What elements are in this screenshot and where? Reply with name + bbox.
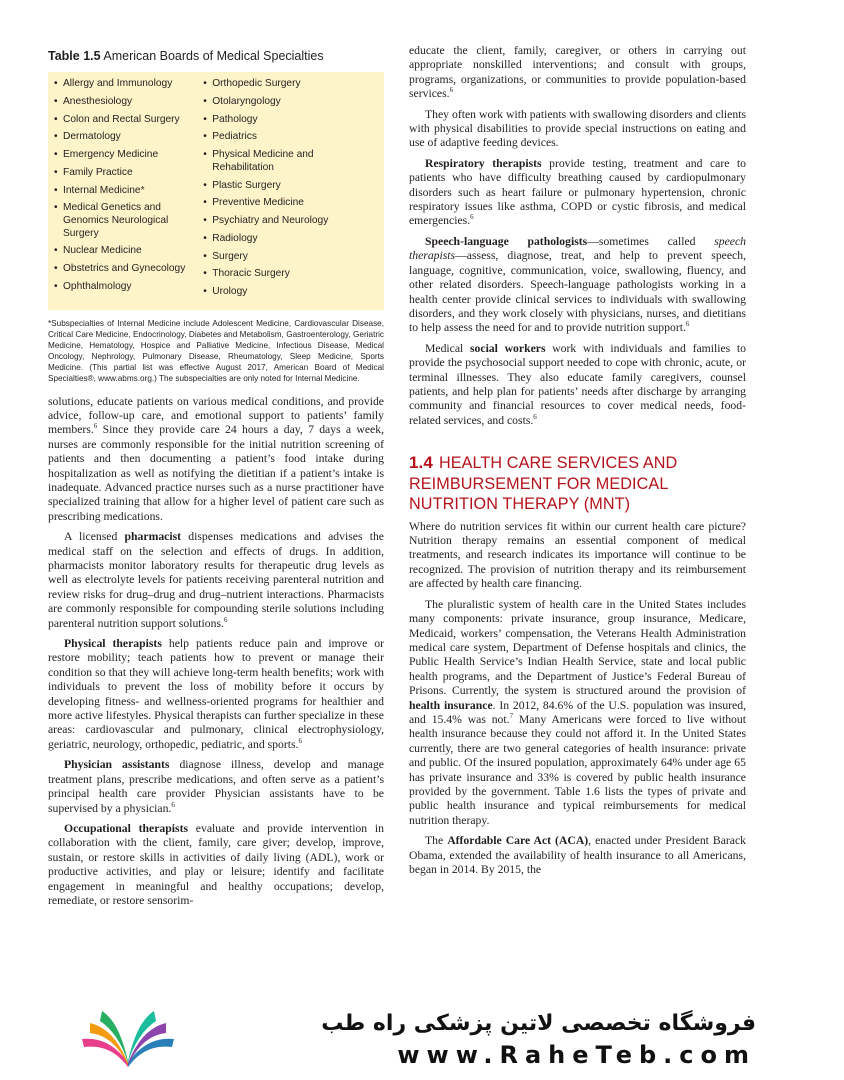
table-label: Table 1.5 [48, 49, 101, 63]
rt-term: Respiratory therapists [425, 156, 542, 170]
page-fade [0, 930, 844, 985]
specialty-item: • Psychiatry and Neurology [203, 215, 378, 228]
plural-text: The pluralistic system of health care in the United States includes many components: private insurance, group insurance, Medicare, Medicaid, workers’ compensation, the Veterans Health Administration medical care system, Department of Defense hospitals and clinics, the Public Health Service’s Indian Health Service, state and local public health programs, and the Department of Justice’s Federal Bureau of Prisons. Currently, the system is structured around the provision of [409, 597, 746, 698]
book-logo-icon [78, 1005, 178, 1071]
store-url: www.RaheTeb.com [397, 1041, 756, 1069]
speech-language-paragraph [409, 235, 746, 336]
nurses-text: solutions, educate patients on various medical conditions, and provide advice, follow-up care, and emotional support to patients’ family members. [48, 394, 384, 437]
ot-cont-text: educate the client, family, caregiver, or others in carrying out appropriate nonskilled interventions; and consult with groups, programs, organizations, or communities to provide population-based services. [409, 44, 746, 101]
specialty-item: • Nuclear Medicine [54, 245, 203, 258]
specialty-item: • Family Practice [54, 167, 203, 180]
section-title: HEALTH CARE SERVICES AND REIMBURSEMENT FOR MEDICAL NUTRITION THERAPY (MNT) [409, 454, 678, 514]
ot-term: Occupational therapists [64, 821, 189, 835]
specialty-item: • Allergy and Immunology [54, 78, 203, 91]
slp-text: —assess, diagnose, treat, and help to prevent speech, language, cognitive, communication, voice, swallowing, fluency, and other related disorders. Speech-language pathologists working in a health center provide clinical services to individuals with swallowing disorders, and they work closely with physicians, nurses, and dietitians to help assess the need for and to provide nutrition support. [409, 249, 746, 335]
sw-text: work with individuals and families to provide the psychosocial support needed to cope with chronic, acute, or terminal illnesses. They also educate family caregivers, counsel patients, and help plan for patients’ needs after discharge by arranging community and financial resources to cover medical needs, food-related services, and costs. [409, 341, 747, 427]
aca-term: Affordable Care Act (ACA) [447, 834, 589, 848]
pa-term: Physician assistants [64, 758, 170, 772]
sw-pre: Medical [425, 341, 470, 355]
health-insurance-term: health insurance [409, 698, 493, 712]
rt-text: provide testing, treatment and care to patients who have difficulty breathing caused by cardiopulmonary disorders such as heart failure or pulmonary hypertension, chronic respiratory issues like asthma, COPD or cystic fibrosis, and medical emergencies. [409, 156, 746, 228]
slp-term: Speech-language pathologists [425, 234, 588, 248]
pt-term: Physical therapists [64, 637, 162, 651]
specialty-item: • Dermatology [54, 131, 203, 144]
store-banner [0, 995, 844, 1080]
citation: 6 [470, 213, 474, 222]
pharmacist-term: pharmacist [124, 530, 182, 544]
citation: 6 [533, 412, 537, 421]
store-name: فروشگاه تخصصی لاتین پزشکی راه طب [321, 1011, 756, 1036]
section-heading [409, 453, 746, 515]
ot-continued-paragraph [409, 44, 746, 102]
pharmacist-paragraph [48, 530, 384, 631]
specialty-item: • Ophthalmology [54, 281, 203, 294]
social-workers-paragraph [409, 342, 746, 428]
specialties-table [48, 72, 384, 310]
specialty-item: • Plastic Surgery [203, 180, 378, 193]
specialty-item: • Preventive Medicine [203, 197, 378, 210]
specialty-item: • Physical Medicine and Rehabilitation [203, 149, 378, 174]
specialty-item: • Colon and Rectal Surgery [54, 114, 203, 127]
left-column [48, 44, 384, 908]
respiratory-paragraph [409, 157, 746, 229]
citation: 6 [449, 86, 454, 95]
table-footnote: *Subspecialties of Internal Medicine include Adolescent Medicine, Cardiovascular Disease, Critical Care Medicine, Endocrinology, Diabetes and Metabolism, Gastroenterology, Geriatric Medicine, Hematology, Hospice and Palliative Medicine, Infectious Disease, Medical Oncology, Nephrology, Pulmonary Disease, Rheumatology, Sleep Medicine, Sports Medicine. (This partial list was effective August 2017, American Board of Medical Specialties®, www.abms.org.) The subspecialties are only noted for Internal Medicine. [48, 318, 384, 384]
specialty-item: • Thoracic Surgery [203, 268, 378, 281]
specialty-item: • Urology [203, 286, 378, 299]
specialty-item: • Pathology [203, 114, 378, 127]
pharmacist-text: dispenses medications and advises the medical staff on the selection and effects of drugs. In addition, pharmacists monitor laboratory results for therapeutic drug levels as well as electrolyte levels for patients receiving parenteral nutrition and review risks for drug–drug and drug–nutrient interactions. Pharmacists are commonly responsible for compounding sterile solutions including parenteral nutrition support solutions. [48, 530, 384, 630]
citation: 6 [171, 800, 175, 809]
citation: 6 [93, 422, 98, 431]
physician-assistants-paragraph [48, 758, 384, 816]
specialty-item: • Obstetrics and Gynecology [54, 263, 203, 276]
hi-text-2: Many Americans were forced to live without health insurance because they could not afford it. In the United States currently, there are two general categories of health insurance: private and public. Of the insured population, approximately 64% under age 65 has private insurance and 33% is covered by public health insurance provided by the government. Table 1.6 lists the types of private and public health insurance and typical reimbursements for medical nutrition therapy. [409, 712, 746, 827]
slp-dash: —sometimes called [587, 234, 715, 248]
pluralistic-paragraph [409, 598, 746, 829]
specialty-item: • Pediatrics [203, 131, 378, 144]
mnt-paragraph: Where do nutrition services fit within our current health care picture? Nutrition therapy remains an essential component of medical treatments, and research indicates its importance will continue to be recognized. The provision of nutrition therapy and its reimbursement are affected by health care financing. [409, 519, 746, 591]
citation: 7 [509, 711, 514, 720]
citation: 6 [685, 320, 690, 329]
table-title [48, 49, 384, 63]
specialty-item: • Medical Genetics and Genomics Neurological Surgery [54, 202, 203, 240]
nurses-paragraph [48, 395, 384, 525]
ot-text: evaluate and provide intervention in collaboration with the client, family, care giver; develop, improve, sustain, or restore skills in activities of daily living (ADL), work or productive activities, and play or leisure; identify and facilitate engagement in meaningful and healthy occupations; develop, remediate, or restore sensorim- [48, 821, 384, 907]
specialties-list-col1 [54, 78, 203, 304]
hi-text: . In 2012, 84.6% of the U.S. population was insured, and 15.4% was not. [409, 698, 747, 726]
aca-paragraph [409, 834, 746, 877]
slp-italic: speech therapists [409, 234, 746, 263]
swallowing-paragraph: They often work with patients with swallowing disorders and clients with physical disabilities to provide special instructions on eating and use of adaptive feeding devices. [409, 107, 746, 150]
occupational-therapists-paragraph [48, 822, 384, 908]
pharm-pre: A licensed [64, 530, 125, 544]
pa-text: diagnose illness, develop and manage treatment plans, prescribe medications, and often serve as a patient’s principal health care provider Physician assistants have to be supervised by a physician. [48, 758, 384, 815]
specialty-item: • Anesthesiology [54, 96, 203, 109]
aca-text: , enacted under President Barack Obama, extended the availability of health insurance to all Americans, began in 2014. By 2015, the [409, 834, 747, 876]
table-caption: American Boards of Medical Specialties [103, 49, 324, 63]
aca-pre: The [425, 834, 448, 848]
pt-text: help patients reduce pain and improve or restore mobility; teach patients how to prevent or manage their condition so that they will achieve long-term health benefits; work with individuals to prevent the loss of mobility before it occurs by developing fitness- and wellness-oriented programs for healthier and more active lifestyles. Physical therapists can further specialize in these areas: cardiovascular and pulmonary, clinical electrophysiology, geriatric, neurology, orthopedic, pediatric, and sports. [48, 637, 384, 751]
nurses-text-2: Since they provide care 24 hours a day, 7 days a week, nurses are commonly responsible for the initial nutrition screening of patients and then documenting a patient’s food intake during hospitalization as well as notifying the dietitian if a patient’s intake is inadequate. Advanced practice nurses such as a nurse practitioner have specialized training that allow for a higher level of patient care such as prescribing medications. [48, 423, 384, 523]
specialties-list-col2 [203, 78, 378, 304]
citation: 6 [223, 615, 228, 624]
physical-therapists-paragraph [48, 637, 384, 752]
section-number: 1.4 [409, 453, 433, 473]
specialty-item: • Emergency Medicine [54, 149, 203, 162]
specialty-item: • Orthopedic Surgery [203, 78, 378, 91]
right-column [409, 44, 746, 877]
specialty-item: • Surgery [203, 251, 378, 264]
specialty-item: • Otolaryngology [203, 96, 378, 109]
specialty-item: • Internal Medicine* [54, 185, 203, 198]
sw-term: social workers [469, 341, 546, 355]
specialty-item: • Radiology [203, 233, 378, 246]
citation: 6 [298, 736, 302, 745]
